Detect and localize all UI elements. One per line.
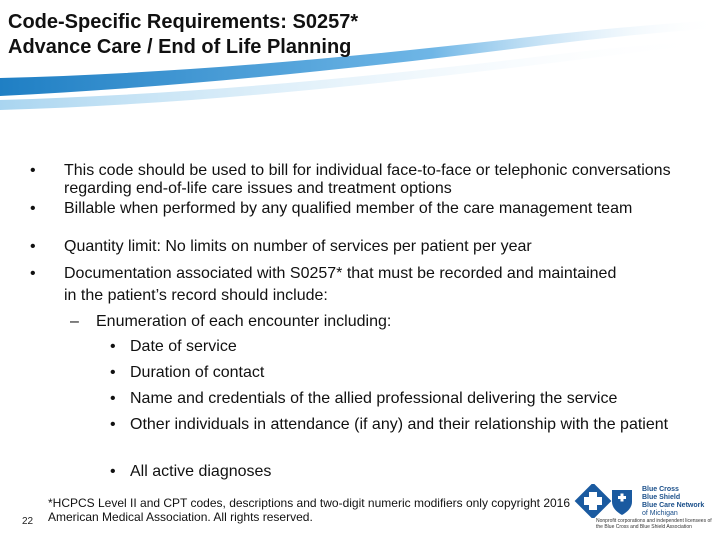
bcbs-logo: [572, 484, 718, 534]
title-line-2: Advance Care / End of Life Planning: [8, 36, 352, 58]
logo-text: Blue Cross Blue Shield Blue Care Network of Michigan: [642, 486, 705, 517]
slide-title: [8, 10, 648, 60]
bullet-dot: •: [110, 390, 116, 407]
sub-sub-bullet-5: • All active diagnoses: [110, 463, 272, 480]
bullet-dot: •: [110, 416, 116, 433]
sub-bullet: – Enumeration of each encounter including:: [70, 313, 392, 330]
bullet-dot: •: [30, 265, 36, 282]
bullet-4: • Documentation associated with S0257* that must be recorded and maintained in the patient’s record should include:: [30, 265, 617, 304]
sub-sub-bullet-4: • Other individuals in attendance (if any) and their relationship with the patient: [110, 416, 669, 433]
bullet-dot: •: [110, 338, 116, 355]
logo-tagline: Nonprofit corporations and independent licensees of the Blue Cross and Blue Shield Association: [596, 518, 712, 530]
bullet-1: • This code should be used to bill for individual face-to-face or telephonic conversations regarding end-of-life care issues and treatment options: [30, 162, 671, 197]
bullet-dot: •: [110, 463, 116, 480]
title-line-1: Code-Specific Requirements: S0257*: [8, 11, 359, 33]
bullet-2: • Billable when performed by any qualified member of the care management team: [30, 200, 633, 217]
sub-sub-bullet-1: • Date of service: [110, 338, 237, 355]
bullet-3: • Quantity limit: No limits on number of services per patient per year: [30, 238, 532, 255]
slide-number: 22: [22, 516, 34, 527]
bullet-dot: •: [110, 364, 116, 381]
bullet-dot: •: [30, 238, 36, 255]
copyright-footnote: *HCPCS Level II and CPT codes, descriptions and two-digit numeric modifiers only copyright 2016 American Medical Association. All rights reserved.: [48, 496, 571, 524]
sub-sub-bullet-2: • Duration of contact: [110, 364, 265, 381]
bcbs-cross-shield-icon: [572, 484, 642, 518]
bullet-dot: •: [30, 162, 36, 179]
sub-sub-bullet-3: • Name and credentials of the allied professional delivering the service: [110, 390, 618, 407]
bullet-dot: •: [30, 200, 36, 217]
dash-marker: –: [70, 313, 79, 330]
